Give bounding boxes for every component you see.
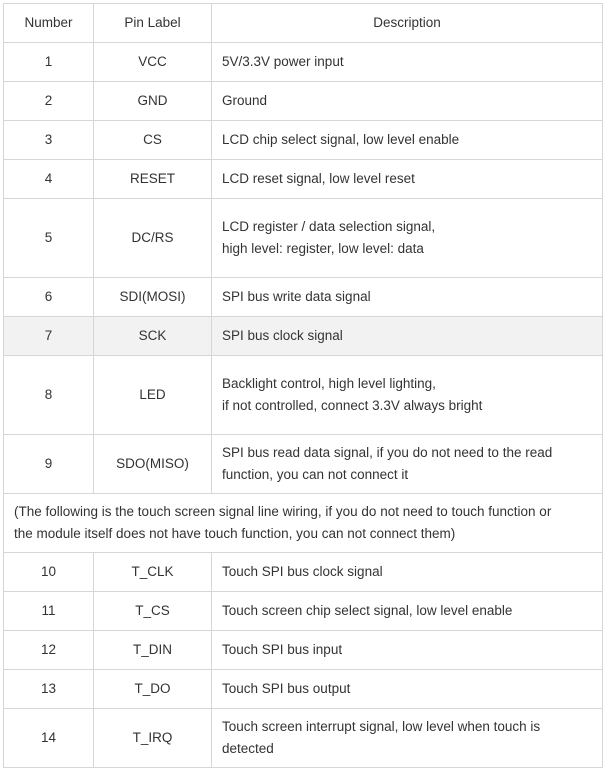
description-line: Touch SPI bus output	[222, 681, 351, 696]
table-row-highlighted	[4, 317, 603, 356]
pin-label: T_DO	[94, 670, 212, 709]
description-line: LCD reset signal, low level reset	[222, 171, 415, 186]
description-line: function, you can not connect it	[222, 467, 409, 482]
table-row	[4, 43, 603, 82]
pin-description	[212, 121, 603, 160]
pin-description	[212, 356, 603, 435]
pin-description	[212, 592, 603, 631]
description-line: LCD chip select signal, low level enable	[222, 132, 460, 147]
pin-label: CS	[94, 121, 212, 160]
description-line: 5V/3.3V power input	[222, 54, 344, 69]
description-line: Backlight control, high level lighting,	[222, 376, 436, 391]
pin-label: SDO(MISO)	[94, 435, 212, 494]
pin-number: 10	[4, 553, 94, 592]
table-row	[4, 631, 603, 670]
description-line: SPI bus read data signal, if you do not need to the read	[222, 445, 553, 460]
pin-number: 11	[4, 592, 94, 631]
pin-number: 4	[4, 160, 94, 199]
table-row	[4, 592, 603, 631]
description-line: high level: register, low level: data	[222, 241, 424, 256]
description-line: Touch screen interrupt signal, low level when touch is	[222, 719, 541, 734]
description-line: LCD register / data selection signal,	[222, 219, 436, 234]
pin-number: 6	[4, 278, 94, 317]
pin-description	[212, 199, 603, 278]
pin-description	[212, 160, 603, 199]
table-row	[4, 670, 603, 709]
pin-label: T_CLK	[94, 553, 212, 592]
pin-description	[212, 709, 603, 768]
pin-description	[212, 82, 603, 121]
pin-number: 14	[4, 709, 94, 768]
pin-number: 2	[4, 82, 94, 121]
pin-number: 1	[4, 43, 94, 82]
table-row	[4, 121, 603, 160]
table-row	[4, 709, 603, 768]
table-row	[4, 356, 603, 435]
pin-number: 8	[4, 356, 94, 435]
pin-label: SCK	[94, 317, 212, 356]
pin-number: 3	[4, 121, 94, 160]
table-row	[4, 553, 603, 592]
pin-description	[212, 553, 603, 592]
touch-note	[4, 494, 603, 553]
pin-label: LED	[94, 356, 212, 435]
description-line: Touch screen chip select signal, low level enable	[222, 603, 513, 618]
pin-description	[212, 43, 603, 82]
table-header-row	[4, 4, 603, 43]
pin-number: 7	[4, 317, 94, 356]
touch-note-row	[4, 494, 603, 553]
pin-description	[212, 317, 603, 356]
pin-description	[212, 278, 603, 317]
pin-description	[212, 670, 603, 709]
header-pin-label: Pin Label	[94, 4, 212, 43]
pin-table	[3, 3, 603, 768]
pin-number: 13	[4, 670, 94, 709]
header-number: Number	[4, 4, 94, 43]
pin-number: 5	[4, 199, 94, 278]
description-line: Ground	[222, 93, 268, 108]
description-line: detected	[222, 741, 274, 756]
pin-label: T_DIN	[94, 631, 212, 670]
table-row	[4, 435, 603, 494]
header-description: Description	[212, 4, 603, 43]
pin-description	[212, 435, 603, 494]
description-line: if not controlled, connect 3.3V always bright	[222, 398, 483, 413]
description-line: Touch SPI bus input	[222, 642, 343, 657]
pin-label: VCC	[94, 43, 212, 82]
pin-label: RESET	[94, 160, 212, 199]
pin-number: 12	[4, 631, 94, 670]
description-line: Touch SPI bus clock signal	[222, 564, 383, 579]
table-row	[4, 160, 603, 199]
pin-description	[212, 631, 603, 670]
pin-label: DC/RS	[94, 199, 212, 278]
table-row	[4, 82, 603, 121]
pin-label: SDI(MOSI)	[94, 278, 212, 317]
table-row	[4, 199, 603, 278]
note-line: the module itself does not have touch function, you can not connect them)	[14, 526, 456, 541]
pin-number: 9	[4, 435, 94, 494]
note-line: (The following is the touch screen signal line wiring, if you do not need to touch function or	[14, 504, 552, 519]
pin-label: T_IRQ	[94, 709, 212, 768]
description-line: SPI bus write data signal	[222, 289, 371, 304]
pin-label: GND	[94, 82, 212, 121]
table-row	[4, 278, 603, 317]
description-line: SPI bus clock signal	[222, 328, 343, 343]
pin-label: T_CS	[94, 592, 212, 631]
